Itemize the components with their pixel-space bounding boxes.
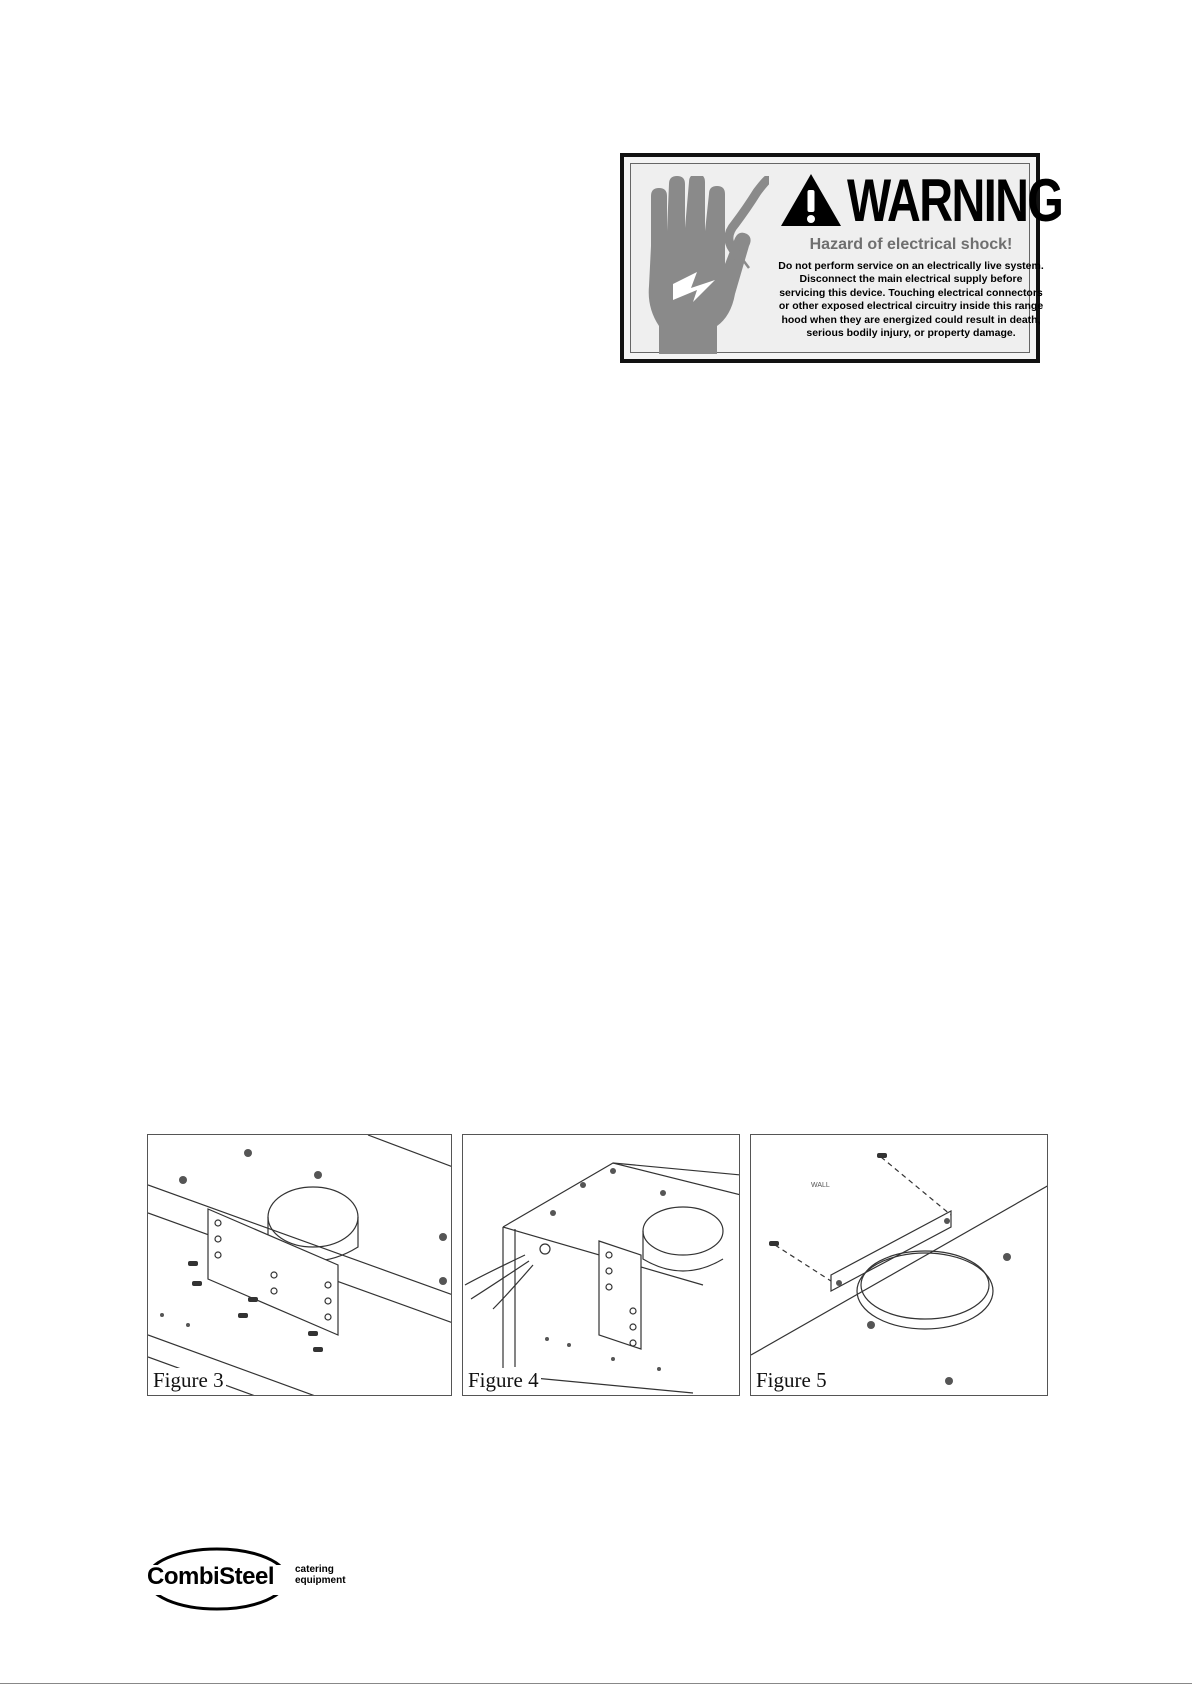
logo-tagline-line2: equipment [295, 1575, 346, 1586]
figure-5-caption: Figure 5 [756, 1368, 827, 1392]
figure-5 [750, 1134, 1048, 1396]
figure-3 [147, 1134, 452, 1396]
figure-5-drawing [751, 1135, 1048, 1396]
combisteel-logo [145, 1545, 360, 1615]
figure-4-caption: Figure 4 [468, 1368, 539, 1392]
logo-name: CombiSteel [147, 1563, 275, 1590]
warning-heading-block [779, 167, 1063, 234]
warning-triangle-icon [779, 172, 843, 228]
wall-label: WALL [811, 1182, 830, 1189]
warning-body-text: Do not perform service on an electrically live system. Disconnect the main electrical supply before servicing this device. Touching electrical connectors or other exposed electrical circuitry inside this range hood when they are energized could result in death, serious bodily injury, or property damage. [778, 260, 1044, 340]
warning-label [620, 153, 1063, 363]
electric-hand-icon [639, 176, 769, 356]
figure-3-drawing [148, 1135, 452, 1396]
figure-4-drawing [463, 1135, 740, 1396]
warning-subheading: Hazard of electrical shock! [809, 236, 1013, 253]
figure-3-caption: Figure 3 [153, 1368, 224, 1392]
warning-heading: WARNING [847, 167, 1063, 234]
logo-tagline-line1: catering [295, 1564, 334, 1575]
warning-label-inner [630, 163, 1063, 353]
bottom-rule [0, 1683, 1192, 1684]
logo-tagline [295, 1564, 365, 1586]
figure-4 [462, 1134, 740, 1396]
